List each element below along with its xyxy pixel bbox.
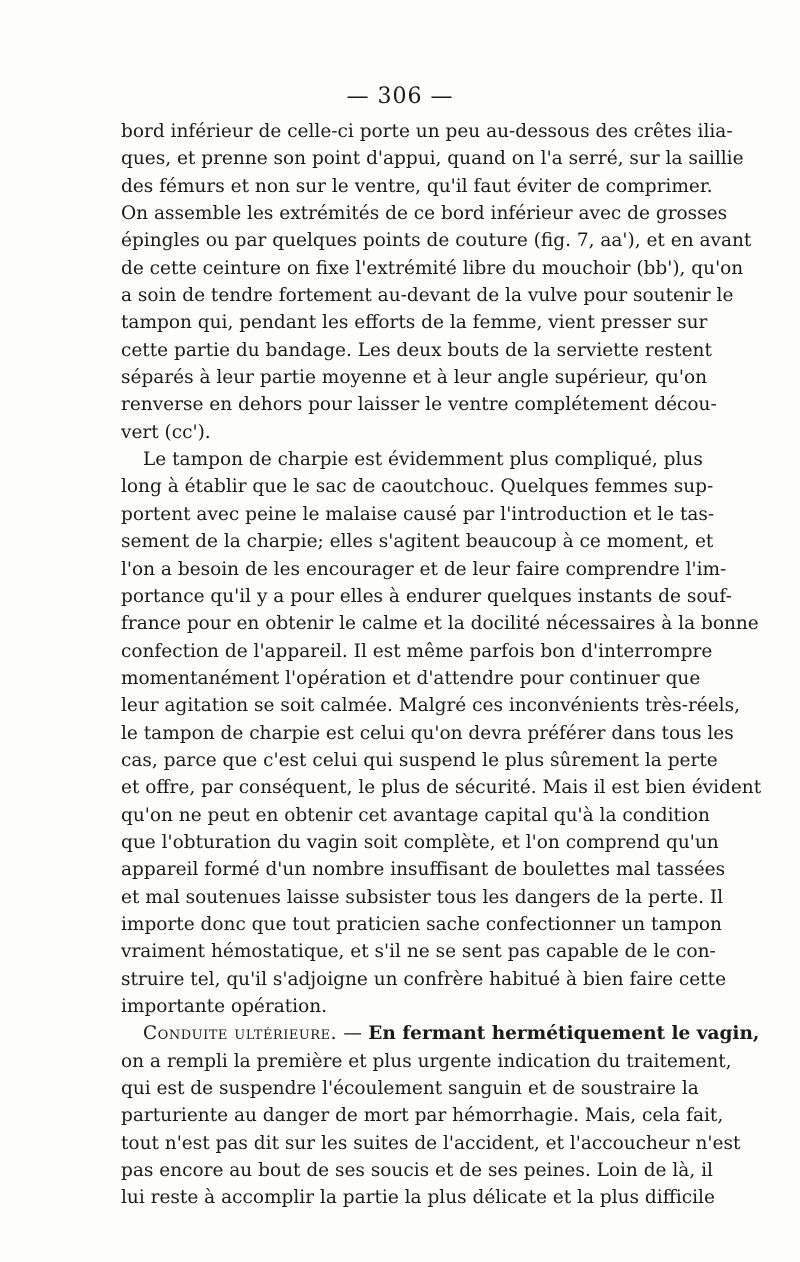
text-line: sement de la charpie; elles s'agitent beaucoup à ce moment, et: [121, 531, 714, 553]
text-line: france pour en obtenir le calme et la docilité nécessaires à la bonne: [121, 613, 759, 635]
text-line: long à établir que le sac de caoutchouc. Quelques femmes sup-: [121, 476, 714, 498]
text-line: cette partie du bandage. Les deux bouts de la serviette restent: [121, 339, 712, 361]
text-line: appareil formé d'un nombre insuffisant de boulettes mal tassées: [121, 859, 726, 881]
text-line: vert (cc').: [121, 421, 211, 443]
text-line: tampon qui, pendant les efforts de la femme, vient presser sur: [121, 312, 708, 334]
body-text: [121, 118, 762, 1212]
text-line: qui est de suspendre l'écoulement sanguin et de soustraire la: [121, 1078, 699, 1100]
section-heading: Conduite ultérieure. —: [143, 1023, 363, 1045]
text-line: leur agitation se soit calmée. Malgré ces inconvénients très-réels,: [121, 695, 740, 717]
section-line: [121, 1020, 760, 1047]
text-line: parturiente au danger de mort par hémorrhagie. Mais, cela fait,: [121, 1105, 724, 1127]
text-line: a soin de tendre fortement au-devant de la vulve pour soutenir le: [121, 285, 734, 307]
text-line: des fémurs et non sur le ventre, qu'il faut éviter de comprimer.: [121, 175, 713, 197]
text-line: et mal soutenues laisse subsister tous les dangers de la perte. Il: [121, 886, 724, 908]
text-line: tout n'est pas dit sur les suites de l'accident, et l'accoucheur n'est: [121, 1132, 741, 1154]
text-line: séparés à leur partie moyenne et à leur angle supérieur, qu'on: [121, 367, 708, 389]
text-line: pas encore au bout de ses soucis et de ses peines. Loin de là, il: [121, 1160, 713, 1182]
text-line: On assemble les extrémités de ce bord inférieur avec de grosses: [121, 203, 728, 225]
text-line: Le tampon de charpie est évidemment plus compliqué, plus: [143, 449, 703, 471]
text-line: le tampon de charpie est celui qu'on devra préférer dans tous les: [121, 722, 734, 744]
text-line: qu'on ne peut en obtenir cet avantage capital qu'à la condition: [121, 804, 710, 826]
text-line: struire tel, qu'il s'adjoigne un confrère habitué à bien faire cette: [121, 968, 727, 990]
text-line: de cette ceinture on fixe l'extrémité libre du mouchoir (bb'), qu'on: [121, 257, 744, 279]
text-line: et offre, par conséquent, le plus de sécurité. Mais il est bien évident: [121, 777, 762, 799]
text-line: importante opération.: [121, 996, 328, 1017]
text-line: cas, parce que c'est celui qui suspend le plus sûrement la perte: [121, 749, 718, 771]
text-line: bord inférieur de celle-ci porte un peu au-dessous des crêtes ilia-: [121, 121, 733, 142]
text-line: ques, et prenne son point d'appui, quand on l'a serré, sur la saillie: [121, 148, 744, 170]
text-line: lui reste à accomplir la partie la plus délicate et la plus difficile: [121, 1187, 715, 1209]
text-line: vraiment hémostatique, et s'il ne se sent pas capable de le con-: [121, 941, 716, 963]
text-line: renverse en dehors pour laisser le ventre complétement décou-: [121, 394, 717, 416]
text-line: on a rempli la première et plus urgente indication du traitement,: [121, 1050, 732, 1072]
text-line: momentanément l'opération et d'attendre pour continuer que: [121, 667, 701, 689]
text-line: importe donc que tout praticien sache confectionner un tampon: [121, 913, 722, 935]
text-line: l'on a besoin de les encourager et de leur faire comprendre l'im-: [121, 558, 727, 580]
text-span: En fermant hermétiquement le vagin,: [368, 1023, 760, 1045]
text-line: portent avec peine le malaise causé par l'introduction et le tas-: [121, 503, 715, 525]
text-line: confection de l'appareil. Il est même parfois bon d'interrompre: [121, 640, 713, 662]
text-line: épingles ou par quelques points de couture (fig. 7, aa'), et en avant: [121, 230, 752, 252]
page-number: — 306 —: [346, 84, 454, 109]
text-line: que l'obturation du vagin soit complète, et l'on comprend qu'un: [121, 831, 719, 853]
text-line: portance qu'il y a pour elles à endurer quelques instants de souf-: [121, 585, 732, 607]
